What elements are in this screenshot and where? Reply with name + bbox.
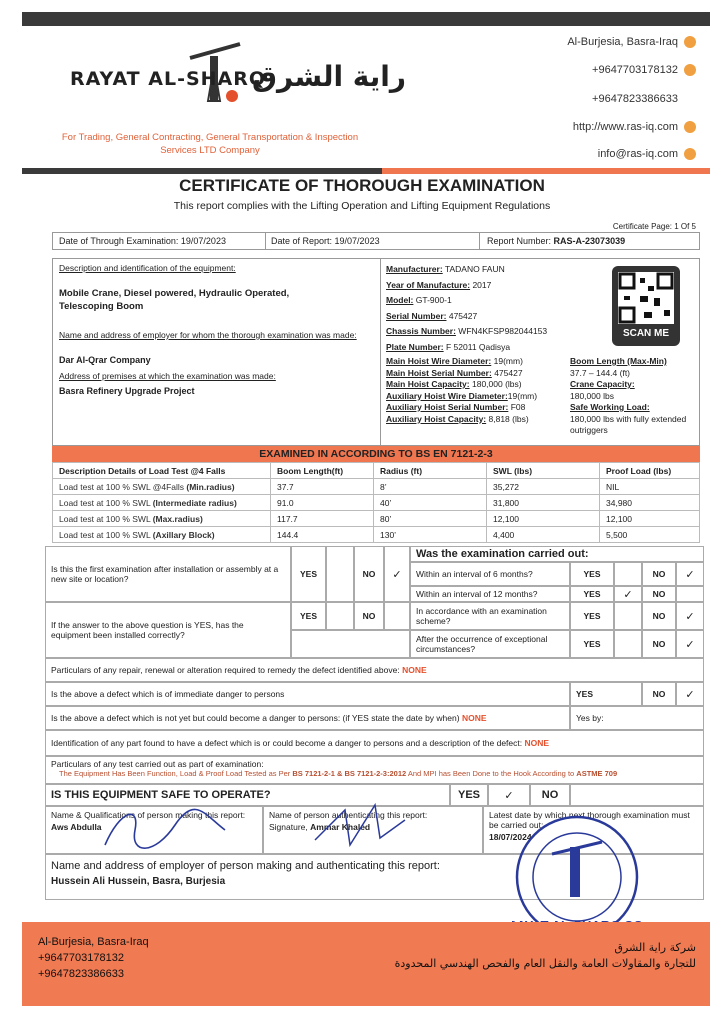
certificate-title: CERTIFICATE OF THOROUGH EXAMINATION [179, 176, 545, 195]
premises-value: Basra Refinery Upgrade Project [59, 386, 195, 396]
logo-text-en: RAYAT AL-SHARQ [70, 68, 267, 90]
col-header: Proof Load (lbs) [600, 463, 700, 479]
contact-phone1: +9647703178132 [592, 64, 696, 76]
radius-cell: 80’ [374, 511, 487, 527]
contact-website[interactable]: http://www.ras-iq.com [573, 121, 696, 133]
table-row [53, 511, 700, 527]
safe-question: IS THIS EQUIPMENT SAFE TO OPERATE? [45, 784, 450, 806]
c3-no-label: NO [642, 602, 676, 630]
globe-icon [684, 121, 696, 133]
particulars-text: The Equipment Has Been Function, Load & Proof Load Tested as Per BS 7121-2-1 & BS 7121-2-3:2012 And MPI has Been Done to the Hook According to ASTME 709 [59, 769, 618, 778]
divider [380, 258, 381, 446]
danger1-yes-label: YES [570, 682, 642, 706]
c2-no-label: NO [642, 586, 676, 602]
safe-no-box[interactable] [570, 784, 704, 806]
contact-address: Al-Burjesia, Basra-Iraq [567, 36, 696, 48]
q1-no-checkbox[interactable]: ✓ [384, 546, 410, 602]
c1-no-checkbox[interactable]: ✓ [676, 562, 704, 586]
mail-icon [684, 148, 696, 160]
separator-left [22, 168, 382, 174]
qr-code[interactable] [612, 266, 680, 346]
c1-text: Within an interval of 6 months? [410, 562, 570, 586]
radius-cell: 40’ [374, 495, 487, 511]
table-row [53, 479, 700, 495]
report-date: Date of Report: 19/07/2023 [271, 236, 380, 246]
q2-yes-box[interactable] [326, 602, 354, 630]
c3-no-checkbox[interactable]: ✓ [676, 602, 704, 630]
col-header: Radius (ft) [374, 463, 487, 479]
q1-text: Is this the first examination after installation or assembly at a new site or location? [45, 546, 291, 602]
crane-capacity: Boom Length (Max-Min) 37.7 – 144.4 (ft) Crane Capacity: 180,000 lbs Safe Working Load: 180,000 lbs with fully extended outriggers [570, 356, 687, 435]
danger1-no-checkbox[interactable]: ✓ [676, 682, 704, 706]
premises-label: Address of premises at which the examination was made: [59, 371, 276, 381]
footer-arabic: شركة راية الشرق للتجارة والمقاولات العامة والنقل العام والفحص الهندسي المحدودة [394, 941, 696, 970]
footer-contact: Al-Burjesia, Basra-Iraq +9647703178132 +9647823386633 [38, 936, 149, 980]
table-row [53, 495, 700, 511]
c1-yes-box[interactable] [614, 562, 642, 586]
scan-me-label: SCAN ME [622, 328, 670, 339]
hoist-details: Main Hoist Wire Diameter: 19(mm) Main Hoist Serial Number: 475427 Main Hoist Capacity: 180,000 (lbs) Auxiliary Hoist Wire Diameter:19(mm) Auxiliary Hoist Serial Number: F08 Auxiliary Hoist Capacity: 8,818 (lbs) [386, 356, 538, 424]
c2-yes-label: YES [570, 586, 614, 602]
q1-no-label: NO [354, 546, 384, 602]
safe-no-label: NO [530, 784, 570, 806]
proof-cell: 5,500 [600, 527, 700, 543]
ident-row: Identification of any part found to have a defect which is or could become a danger to persons and a description of the defect: NONE [45, 730, 704, 756]
certificate-subtitle: This report complies with the Lifting Operation and Lifting Equipment Regulations [173, 200, 551, 212]
desc-label: Description and identification of the equipment: [59, 263, 236, 273]
radius-cell: 130’ [374, 527, 487, 543]
equipment-description: Mobile Crane, Diesel powered, Hydraulic Operated, Telescoping Boom [59, 288, 290, 312]
table-header-row [53, 463, 700, 479]
table-row [53, 527, 700, 543]
divider [479, 233, 480, 249]
c2-text: Within an interval of 12 months? [410, 586, 570, 602]
test-description: Load test at 100 % SWL (Intermediate radius) [53, 495, 271, 511]
test-description: Load test at 100 % SWL (Max.radius) [53, 511, 271, 527]
safe-yes-label: YES [450, 784, 488, 806]
c4-yes-box[interactable] [614, 630, 642, 658]
c4-no-checkbox[interactable]: ✓ [676, 630, 704, 658]
employer-name: Dar Al-Qrar Company [59, 355, 151, 365]
boom-cell: 144.4 [271, 527, 374, 543]
boom-cell: 91.0 [271, 495, 374, 511]
c1-yes-label: YES [570, 562, 614, 586]
c3-yes-label: YES [570, 602, 614, 630]
repair-row: Particulars of any repair, renewal or alteration required to remedy the defect identified above: NONE [45, 658, 704, 682]
report-number: Report Number: RAS-A-23073039 [487, 236, 626, 246]
next-exam-cell: Latest date by which next thorough examination must be carried out: 18/07/2024 [483, 806, 704, 854]
qr-pattern [618, 272, 674, 324]
col-header: Boom Length(ft) [271, 463, 374, 479]
swl-cell: 12,100 [487, 511, 600, 527]
location-icon [684, 36, 696, 48]
swl-cell: 31,800 [487, 495, 600, 511]
q2-no-box[interactable] [384, 602, 410, 630]
q2-empty [291, 630, 410, 658]
tagline: For Trading, General Contracting, General Transportation & Inspection Services LTD Company [61, 132, 359, 156]
c4-no-label: NO [642, 630, 676, 658]
divider [265, 233, 266, 249]
boom-cell: 117.7 [271, 511, 374, 527]
c4-yes-label: YES [570, 630, 614, 658]
exam-date: Date of Through Examination: 19/07/2023 [59, 236, 226, 246]
authenticator-cell: Name of person authenticating this report: Signature, Ammar Khaled [263, 806, 483, 854]
q1-yes-box[interactable] [326, 546, 354, 602]
boom-cell: 37.7 [271, 479, 374, 495]
safe-yes-checkbox[interactable]: ✓ [488, 784, 530, 806]
signature-reporter [95, 800, 235, 860]
yes-by-label: Yes by: [570, 706, 704, 730]
reporter-cell: Name & Qualifications of person making this report: Aws Abdulla [45, 806, 263, 854]
load-test-table [52, 462, 700, 543]
c2-yes-checkbox[interactable]: ✓ [614, 586, 642, 602]
proof-cell: NIL [600, 479, 700, 495]
danger1-no-label: NO [642, 682, 676, 706]
danger1-text: Is the above a defect which is of immediate danger to persons [45, 682, 570, 706]
proof-cell: 34,980 [600, 495, 700, 511]
carried-out-title: Was the examination carried out: [410, 546, 704, 562]
c3-text: In accordance with an examination scheme? [410, 602, 570, 630]
test-description: Load test at 100 % SWL @4Falls (Min.radius) [53, 479, 271, 495]
col-header: SWL (lbs) [487, 463, 600, 479]
c3-yes-box[interactable] [614, 602, 642, 630]
c2-no-box[interactable] [676, 586, 704, 602]
proof-cell: 12,100 [600, 511, 700, 527]
logo-text-ar: راية الشرق [252, 60, 407, 93]
signature-authenticator [305, 800, 415, 855]
phone-icon [684, 64, 696, 76]
test-description: Load test at 100 % SWL (Axillary Block) [53, 527, 271, 543]
swl-cell: 35,272 [487, 479, 600, 495]
employer-sign-cell: Name and address of employer of person making and authenticating this report: Hussein Ali Hussein, Basra, Burjesia [45, 854, 704, 900]
employer-label: Name and address of employer for whom the thorough examination was made: [59, 330, 357, 340]
radius-cell: 8’ [374, 479, 487, 495]
c4-text: After the occurrence of exceptional circumstances? [410, 630, 570, 658]
dates-row [52, 232, 700, 250]
page-number: Certificate Page: 1 Of 5 [612, 222, 696, 231]
q1-yes-label: YES [291, 546, 326, 602]
contact-phone2: +9647823386633 [592, 93, 678, 105]
swl-cell: 4,400 [487, 527, 600, 543]
separator-right [382, 168, 710, 174]
contact-email[interactable]: info@ras-iq.com [598, 148, 696, 160]
q2-no-label: NO [354, 602, 384, 630]
c1-no-label: NO [642, 562, 676, 586]
q2-yes-label: YES [291, 602, 326, 630]
danger2-row: Is the above a defect which is not yet but could become a danger to persons: (if YES state the date by when) NONE [45, 706, 570, 730]
standard-banner: EXAMINED IN ACCORDING TO BS EN 7121-2-3 [52, 446, 700, 462]
q2-text: If the answer to the above question is YES, has the equipment been installed correctly? [45, 602, 291, 658]
col-header: Description Details of Load Test @4 Falls [53, 463, 271, 479]
top-bar [22, 12, 710, 26]
particulars-row: Particulars of any test carried out as part of examination: The Equipment Has Been Function, Load & Proof Load Tested as Per BS 7121-2-1 & BS 7121-2-3:2012 And MPI has Been Done to the Hook According to ASTME 709 [45, 756, 704, 784]
equipment-details: Manufacturer: TADANO FAUN Year of Manufacture: 2017 Model: GT-900-1 Serial Number: 475427 Chassis Number: WFN4KFSP982044153 Plate Number: F 52011 Qadisya [386, 264, 548, 352]
